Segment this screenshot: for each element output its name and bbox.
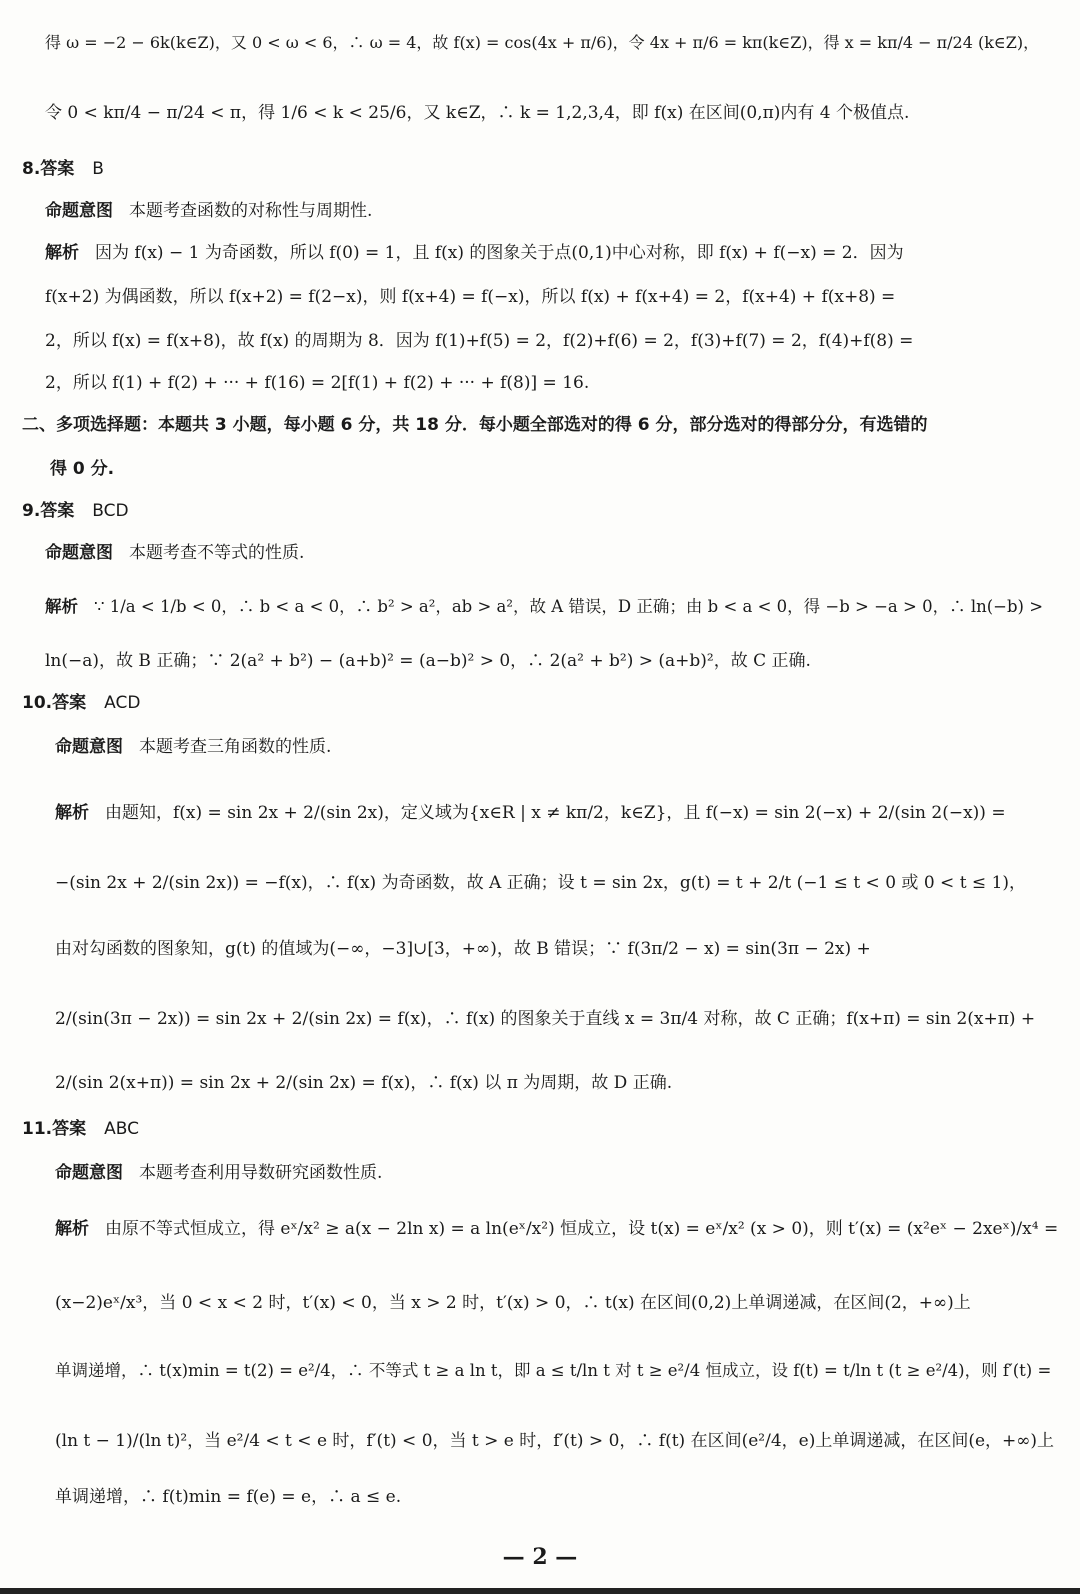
text-line: 令 0 < kπ/4 − π/24 < π，得 1/6 < k < 25/6，又 k∈Z，∴ k = 1,2,3,4，即 f(x) 在区间(0,π)内有 4 个极值点. <box>45 103 910 123</box>
answer-label: 答案 <box>52 1119 87 1139</box>
page-number: — 2 — <box>502 1544 578 1570</box>
text-line: −(sin 2x + 2/(sin 2x)) = −f(x)，∴ f(x) 为奇函数，故 A 正确；设 t = sin 2x，g(t) = t + 2/t (−1 ≤ t < 0 或 0 < t ≤ 1)， <box>55 873 1027 893</box>
intent-line <box>45 198 372 224</box>
analysis-tag: 解析 <box>45 597 78 616</box>
intent-text: 本题考查不等式的性质. <box>129 543 305 563</box>
text-line: ln(−a)，故 B 正确；∵ 2(a² + b²) − (a+b)² = (a−b)² > 0，∴ 2(a² + b²) > (a+b)²，故 C 正确. <box>45 651 811 671</box>
answer-heading <box>22 690 140 716</box>
answer-value: ACD <box>104 693 141 713</box>
answer-heading <box>22 1116 139 1142</box>
analysis-text: 由题知，f(x) = sin 2x + 2/(sin 2x)，定义域为{x∈R | x ≠ kπ/2，k∈Z}，且 f(−x) = sin 2(−x) + 2/(sin 2(−x)) = <box>105 803 1006 823</box>
analysis-tag: 解析 <box>45 243 79 263</box>
answer-label: 答案 <box>40 159 75 179</box>
analysis-tag: 解析 <box>55 1219 89 1239</box>
answer-number: 11. <box>22 1119 53 1139</box>
text-line: 2，所以 f(1) + f(2) + ··· + f(16) = 2[f(1) + f(2) + ··· + f(8)] = 16. <box>45 373 590 393</box>
answer-label: 答案 <box>40 501 75 521</box>
analysis-line <box>45 240 904 266</box>
answer-heading <box>22 498 129 524</box>
analysis-text: ∵ 1/a < 1/b < 0，∴ b < a < 0，∴ b² > a²，ab > a²，故 A 错误，D 正确；由 b < a < 0，得 −b > −a > 0，∴ ln(−b) > <box>94 597 1044 616</box>
text-line: 单调递增，∴ t(x)min = t(2) = e²/4，∴ 不等式 t ≥ a ln t，即 a ≤ t/ln t 对 t ≥ e²/4 恒成立，设 f(t) = t/ln t (t ≥ e²/4)，则 f′(t) = <box>55 1361 1052 1380</box>
section-heading: 二、多项选择题：本题共 3 小题，每小题 6 分，共 18 分．每小题全部选对的得 6 分，部分选对的得部分分，有选错的 <box>22 415 928 435</box>
answer-label: 答案 <box>52 693 87 713</box>
text-line: 由对勾函数的图象知，g(t) 的值域为(−∞，−3]∪[3，+∞)，故 B 错误；∵ f(3π/2 − x) = sin(3π − 2x) + <box>55 939 871 959</box>
intent-line <box>55 1160 382 1186</box>
text-line: 2/(sin 2(x+π)) = sin 2x + 2/(sin 2x) = f(x)，∴ f(x) 以 π 为周期，故 D 正确. <box>55 1073 673 1093</box>
intent-tag: 命题意图 <box>55 1163 123 1183</box>
text-line: (ln t − 1)/(ln t)²，当 e²/4 < t < e 时，f′(t) < 0，当 t > e 时，f′(t) > 0，∴ f(t) 在区间(e²/4，e)上单调递减，在区间(e，+∞)上 <box>55 1431 1055 1451</box>
intent-text: 本题考查三角函数的性质. <box>139 737 332 757</box>
answer-value: ABC <box>104 1119 139 1139</box>
intent-text: 本题考查利用导数研究函数性质. <box>139 1163 383 1183</box>
bottom-border <box>0 1588 1080 1594</box>
text-line: (x−2)eˣ/x³，当 0 < x < 2 时，t′(x) < 0，当 x > 2 时，t′(x) > 0，∴ t(x) 在区间(0,2)上单调递减，在区间(2，+∞)上 <box>55 1293 971 1313</box>
intent-tag: 命题意图 <box>55 737 123 757</box>
analysis-line <box>55 1216 1058 1242</box>
analysis-tag: 解析 <box>55 803 89 823</box>
answer-number: 9. <box>22 501 41 521</box>
analysis-line <box>45 594 1043 620</box>
text-line: 2/(sin(3π − 2x)) = sin 2x + 2/(sin 2x) = f(x)，∴ f(x) 的图象关于直线 x = 3π/4 对称，故 C 正确；f(x+π) = sin 2(x+π) + <box>55 1009 1036 1029</box>
intent-line <box>55 734 331 760</box>
answer-number: 10. <box>22 693 53 713</box>
intent-text: 本题考查函数的对称性与周期性. <box>129 201 373 221</box>
answer-heading <box>22 156 104 182</box>
text-line: 得 ω = −2 − 6k(k∈Z)，又 0 < ω < 6，∴ ω = 4，故 f(x) = cos(4x + π/6)，令 4x + π/6 = kπ(k∈Z)，得 x = kπ/4 − π/24 (k∈Z)， <box>45 33 1040 52</box>
text-line: 2，所以 f(x) = f(x+8)，故 f(x) 的周期为 8．因为 f(1)+f(5) = 2，f(2)+f(6) = 2，f(3)+f(7) = 2，f(4)+f(8) = <box>45 331 914 351</box>
intent-tag: 命题意图 <box>45 543 113 563</box>
intent-line <box>45 540 304 566</box>
answer-value: BCD <box>92 501 129 521</box>
answer-number: 8. <box>22 159 41 179</box>
intent-tag: 命题意图 <box>45 201 113 221</box>
analysis-text: 因为 f(x) − 1 为奇函数，所以 f(0) = 1，且 f(x) 的图象关于点(0,1)中心对称，即 f(x) + f(−x) = 2．因为 <box>95 243 904 263</box>
analysis-line <box>55 800 1006 826</box>
section-heading-cont: 得 0 分. <box>50 459 115 479</box>
answer-value: B <box>92 159 104 179</box>
text-line: 单调递增，∴ f(t)min = f(e) = e，∴ a ≤ e. <box>55 1487 402 1507</box>
text-line: f(x+2) 为偶函数，所以 f(x+2) = f(2−x)，则 f(x+4) = f(−x)，所以 f(x) + f(x+4) = 2，f(x+4) + f(x+8) = <box>45 287 896 307</box>
analysis-text: 由原不等式恒成立，得 eˣ/x² ≥ a(x − 2ln x) = a ln(eˣ/x²) 恒成立，设 t(x) = eˣ/x² (x > 0)，则 t′(x) = (x²eˣ − 2xeˣ)/x⁴ = <box>105 1219 1059 1239</box>
